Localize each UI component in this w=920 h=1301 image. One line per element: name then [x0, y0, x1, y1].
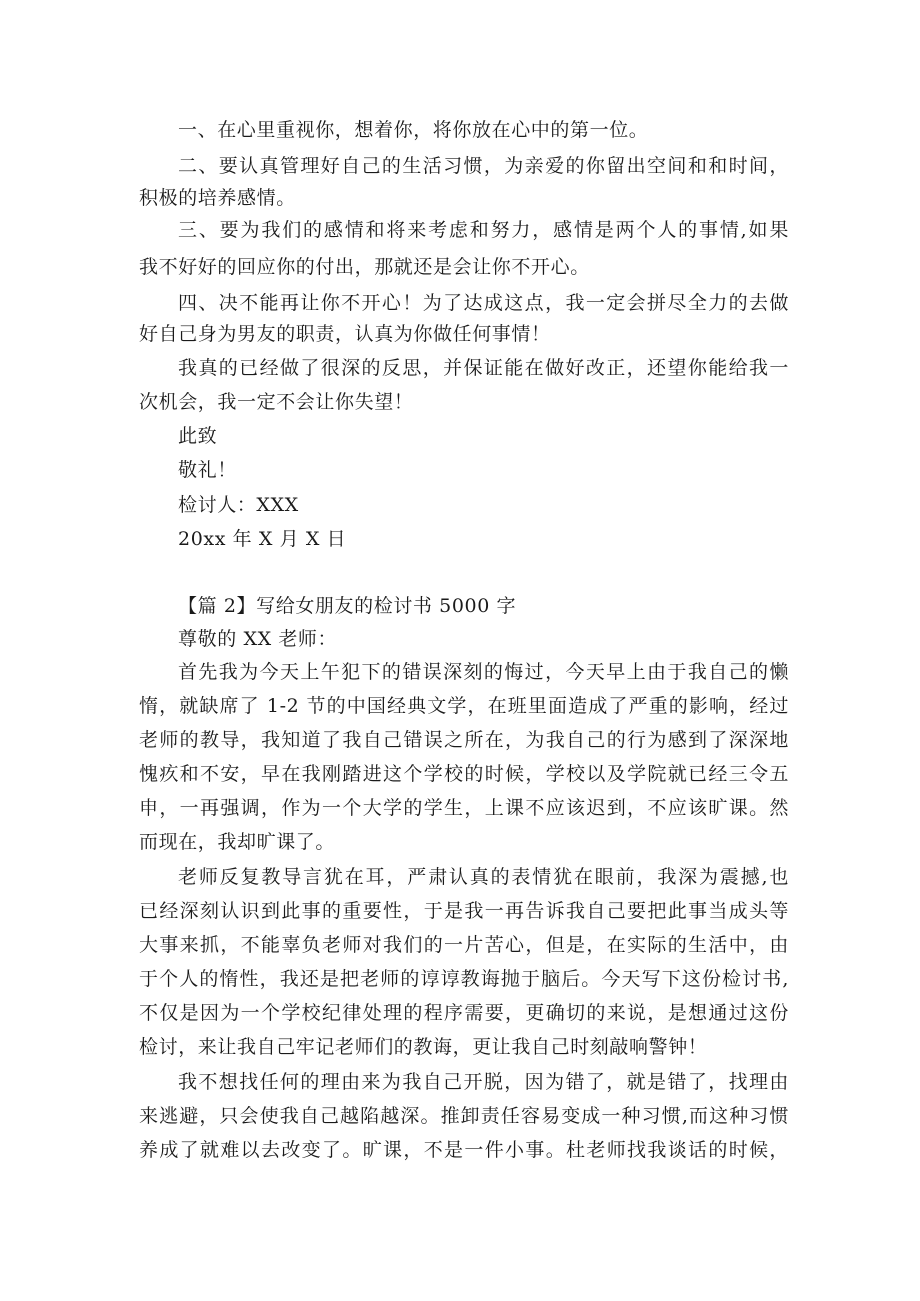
closing-salutation: 此致	[178, 425, 218, 447]
paragraph-line: 大事来抓，不能辜负老师对我们的一片苦心，但是，在实际的生活中，由	[139, 934, 789, 956]
paragraph-line: 检讨，来让我自己牢记老师们的教诲，更让我自己时刻敲响警钟！	[139, 1036, 708, 1058]
date-line: 20xx 年 X 月 X 日	[178, 528, 347, 550]
section-heading: 【篇 2】写给女朋友的检讨书 5000 字	[178, 595, 517, 617]
paragraph-line: 首先我为今天上午犯下的错误深刻的悔过，今天早上由于我自己的懒	[178, 661, 789, 683]
paragraph-line: 老师反复教导言犹在耳，严肃认真的表情犹在眼前，我深为震撼,也	[178, 866, 789, 888]
paragraph-line: 而现在，我却旷课了。	[139, 831, 336, 853]
paragraph-line: 我不想找任何的理由来为我自己开脱，因为错了，就是错了，找理由	[178, 1071, 789, 1093]
paragraph-line: 我不好好的回应你的付出，那就还是会让你不开心。	[139, 256, 590, 278]
paragraph-line: 好自己身为男友的职责，认真为你做任何事情！	[139, 323, 551, 345]
paragraph-line: 三、要为我们的感情和将来考虑和努力，感情是两个人的事情,如果	[178, 219, 789, 241]
closing-respect: 敬礼！	[178, 459, 237, 481]
paragraph-line: 于个人的惰性，我还是把老师的谆谆教诲抛于脑后。今天写下这份检讨书,	[139, 968, 789, 990]
paragraph-line: 申，一再强调，作为一个大学的学生，上课不应该迟到，不应该旷课。然	[139, 797, 789, 819]
paragraph-line: 养成了就难以去改变了。旷课，不是一件小事。杜老师找我谈话的时候，	[139, 1139, 789, 1161]
signature-line: 检讨人：XXX	[178, 494, 299, 516]
paragraph-line: 一、在心里重视你，想着你，将你放在心中的第一位。	[178, 119, 649, 141]
paragraph-line: 积极的培养感情。	[139, 187, 296, 209]
paragraph-line: 来逃避，只会使我自己越陷越深。推卸责任容易变成一种习惯,而这种习惯	[139, 1105, 789, 1127]
paragraph-line: 不仅是因为一个学校纪律处理的程序需要，更确切的来说，是想通过这份	[139, 1002, 789, 1024]
paragraph-line: 惰，就缺席了 1-2 节的中国经典文学，在班里面造成了严重的影响，经过	[139, 695, 789, 717]
letter-greeting: 尊敬的 XX 老师：	[178, 628, 338, 650]
paragraph-line: 我真的已经做了很深的反思，并保证能在做好改正，还望你能给我一	[178, 357, 789, 379]
paragraph-line: 老师的教导，我知道了我自己错误之所在，为我自己的行为感到了深深地	[139, 729, 789, 751]
paragraph-line: 次机会，我一定不会让你失望！	[139, 391, 414, 413]
paragraph-line: 四、决不能再让你不开心！为了达成这点，我一定会拼尽全力的去做	[178, 292, 789, 314]
paragraph-line: 二、要认真管理好自己的生活习惯，为亲爱的你留出空间和和时间，	[178, 155, 789, 177]
paragraph-line: 愧疚和不安，早在我刚踏进这个学校的时候，学校以及学院就已经三令五	[139, 763, 789, 785]
paragraph-line: 已经深刻认识到此事的重要性，于是我一再告诉我自己要把此事当成头等	[139, 900, 789, 922]
